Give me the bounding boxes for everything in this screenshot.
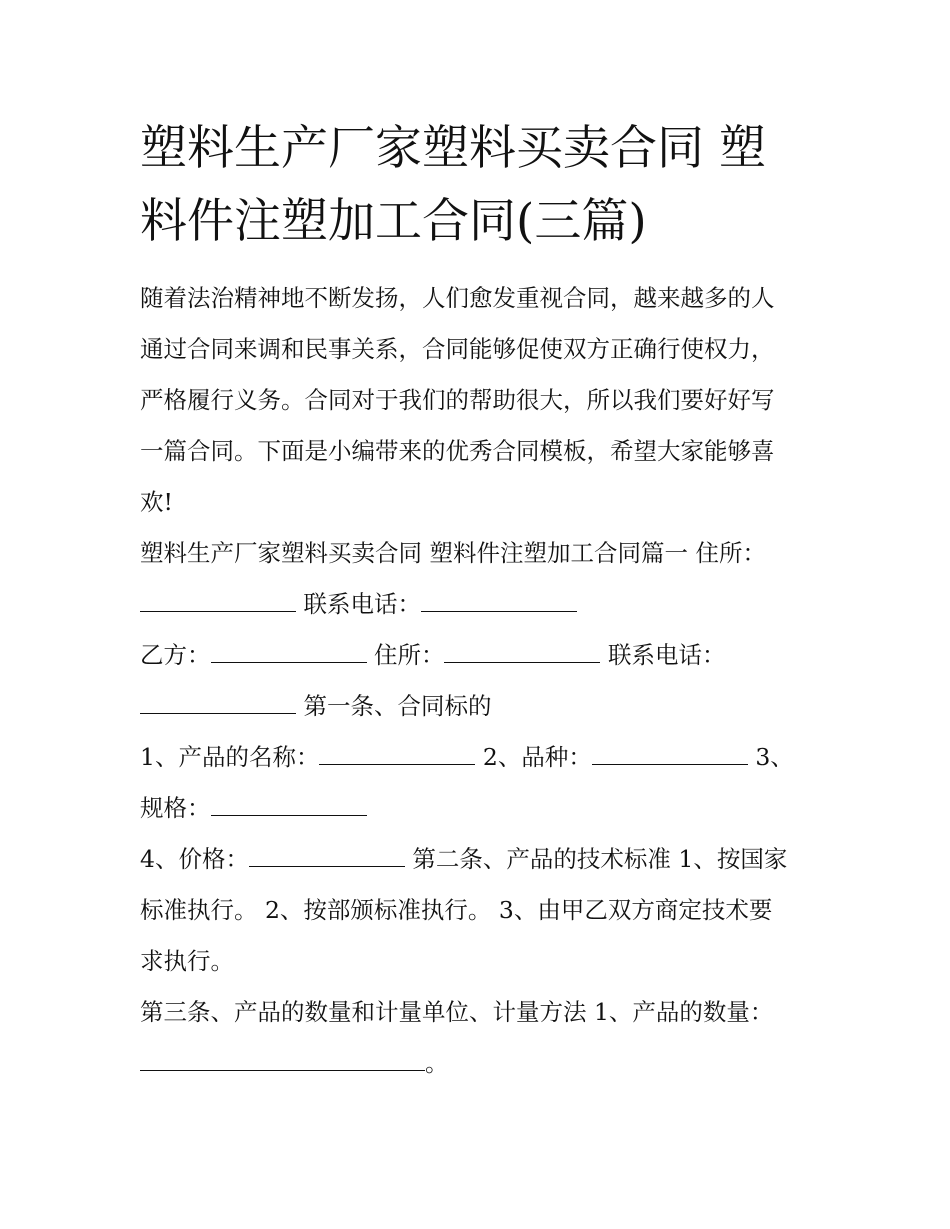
contact-phone-label-2: 联系电话： xyxy=(600,641,726,669)
intro-line-5: 欢! xyxy=(140,488,173,516)
price-line xyxy=(140,834,830,885)
blank-price xyxy=(249,848,405,867)
price-label: 4、价格： xyxy=(140,845,249,873)
party-b-line xyxy=(140,630,830,681)
contact-phone-label: 联系电话： xyxy=(296,590,421,618)
blank-party-b xyxy=(211,644,367,663)
blank-party-b-phone xyxy=(140,695,296,714)
title-line-1: 塑料生产厂家塑料买卖合同 塑 xyxy=(140,121,766,176)
intro-line-2: 通过合同来调和民事关系，合同能够促使双方正确行使权力， xyxy=(140,335,775,363)
article2-text: 第二条、产品的技术标准 1、按国家 xyxy=(404,845,788,873)
period: 。 xyxy=(425,1049,449,1077)
intro-line-1: 随着法治精神地不断发扬，人们愈发重视合同，越来越多的人 xyxy=(140,284,775,312)
blank-party-b-address xyxy=(444,644,600,663)
blank-variety xyxy=(592,746,748,765)
title-line-2: 料件注塑加工合同(三篇) xyxy=(140,194,647,249)
intro-line-3: 严格履行义务。合同对于我们的帮助很大，所以我们要好好写 xyxy=(140,386,775,414)
address-label: 住所： xyxy=(366,641,445,669)
article2-end: 求执行。 xyxy=(140,947,234,975)
product-line xyxy=(140,732,830,783)
blank-phone xyxy=(421,593,577,612)
spec-number: 3、 xyxy=(747,743,794,771)
section1-heading: 塑料生产厂家塑料买卖合同 塑料件注塑加工合同篇一 住所： xyxy=(140,539,766,567)
document-title xyxy=(140,112,820,258)
blank-quantity xyxy=(140,1052,425,1071)
article3-heading: 第三条、产品的数量和计量单位、计量方法 1、产品的数量： xyxy=(140,998,774,1026)
intro-line-4: 一篇合同。下面是小编带来的优秀合同模板，希望大家能够喜 xyxy=(140,437,775,465)
spec-label: 规格： xyxy=(140,794,211,822)
product-name-label: 1、产品的名称： xyxy=(140,743,320,771)
article1-heading: 第一条、合同标的 xyxy=(296,692,492,720)
variety-label: 2、品种： xyxy=(475,743,592,771)
address-contact-line xyxy=(140,579,830,630)
spec-line xyxy=(140,783,830,834)
blank-spec xyxy=(211,797,367,816)
quantity-line xyxy=(140,1038,830,1089)
party-b-label: 乙方： xyxy=(140,641,211,669)
blank-address xyxy=(140,593,296,612)
article2-cont: 标准执行。 2、按部颁标准执行。 3、由甲乙双方商定技术要 xyxy=(140,896,773,924)
blank-product-name xyxy=(319,746,475,765)
article1-line xyxy=(140,681,830,732)
